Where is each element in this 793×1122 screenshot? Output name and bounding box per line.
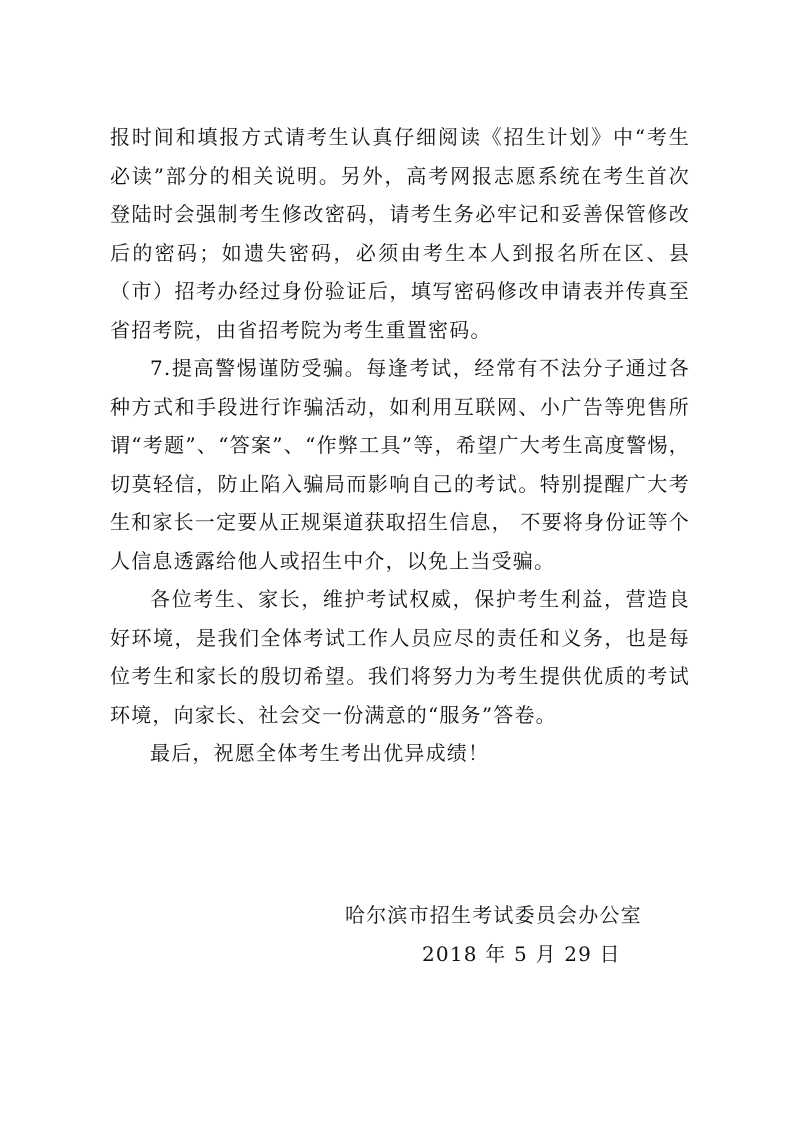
signature-organization: 哈尔滨市招生考试委员会办公室 (345, 903, 642, 927)
signature-date: 2018 年 5 月 29 日 (422, 941, 621, 966)
paragraph-appeal: 各位考生、家长，维护考试权威，保护考生利益，营造良好环境，是我们全体考试工作人员应尽的责任和义务，也是每位考生和家长的殷切希望。我们将努力为考生提供优质的考试环境，向家长、社会交一份满意的“服务”答卷。 (110, 587, 690, 727)
signature-block (330, 896, 690, 973)
paragraph-continuation: 报时间和填报方式请考生认真仔细阅读《招生计划》中“考生必读”部分的相关说明。另外，高考网报志愿系统在考生首次登陆时会强制考生修改密码，请考生务必牢记和妥善保管修改后的密码；如遗失密码，必须由考生本人到报名所在区、县（市）招考办经过身份验证后，填写密码修改申请表并传真至省招考院，由省招考院为考生重置密码。 (110, 125, 690, 342)
paragraph-item-7: 7.提高警惕谨防受骗。每逢考试，经常有不法分子通过各种方式和手段进行诈骗活动，如利用互联网、小广告等兜售所谓“考题”、“答案”、“作弊工具”等，希望广大考生高度警惕，切莫轻信，防止陷入骗局而影响自己的考试。特别提醒广大考生和家长一定要从正规渠道获取招生信息， 不要将身份证等个人信息透露给他人或招生中介，以免上当受骗。 (110, 356, 690, 573)
paragraph-closing: 最后，祝愿全体考生考出优异成绩！ (150, 741, 490, 765)
document-body (110, 118, 690, 773)
